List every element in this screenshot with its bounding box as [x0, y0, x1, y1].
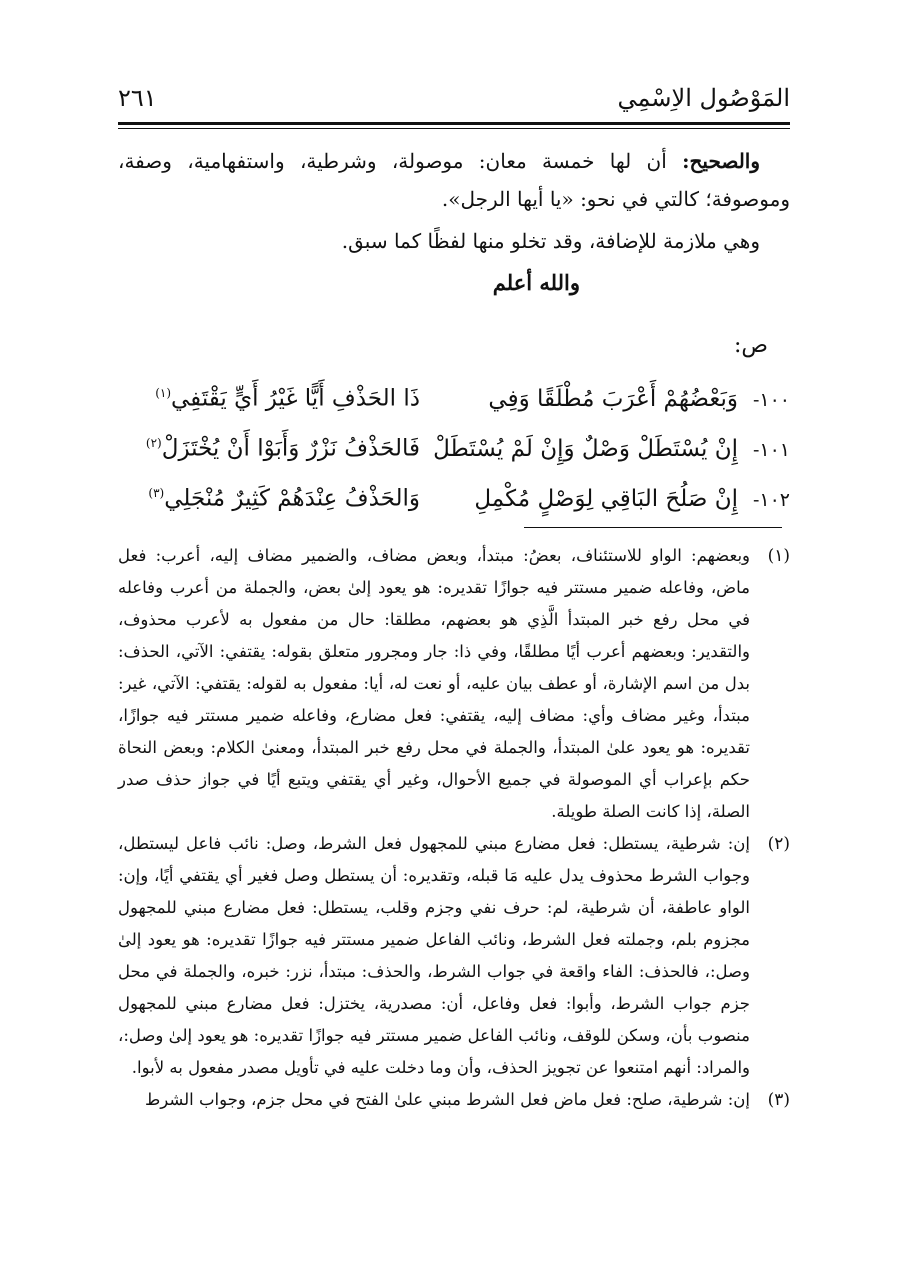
- footnote: [118, 1084, 790, 1116]
- footnote: [118, 828, 790, 1084]
- footnote-ref: (١): [155, 386, 172, 400]
- page-header: [118, 82, 790, 122]
- footnote-number: (١): [767, 546, 790, 566]
- footnote-separator: [524, 527, 782, 528]
- footnote-number: (٢): [767, 834, 790, 854]
- verse-line: [118, 418, 790, 468]
- running-title: المَوْصُول الاِسْمِي: [617, 84, 790, 112]
- verse-second-text: ذَا الحَذْفِ أَيًّا غَيْرُ أَيٍّ يَقْتَفِي: [171, 385, 420, 412]
- paragraph-correct-view: [118, 142, 790, 218]
- verse-block: [118, 368, 790, 518]
- header-rule-thick: [118, 122, 790, 125]
- verse-second-hemistich: [118, 418, 438, 474]
- page-number: ٢٦١: [118, 84, 157, 112]
- footnote-ref: (٢): [145, 436, 162, 450]
- footnote-ref: (٣): [148, 486, 165, 500]
- verse-first-hemistich: إِنْ صَلُحَ البَاقِي لِوَصْلٍ مُكْمِلِ: [474, 485, 738, 512]
- main-text: [118, 142, 790, 518]
- footnote-text: إن: شرطية، صلح: فعل ماض فعل الشرط مبني علىٰ الفتح في محل جزم، وجواب الشرط: [145, 1090, 750, 1109]
- verse-number: ١٠١-: [752, 438, 790, 461]
- footnote: [118, 540, 790, 828]
- sad-label: ص:: [733, 333, 768, 358]
- footnote-text: إن: شرطية، يستطل: فعل مضارع مبني للمجهول فعل الشرط، وصل: نائب فاعل ليستطل، وجواب الشرط محذوف يدل عليه مَا قبله، وتقديره: أن يستطل وصل فغير أي يقتفي أيًا، وإن: الواو عاطفة، أن شرطية، لم: حرف نفي وجزم وقلب، يستطل: فعل مضارع مبني للمجهول مجزوم بلم، وجملته فعل الشرط، ونائب الفاعل ضمير مستتر فيه جوازًا تقديره: هو يعود إلىٰ وصل:، فالحذف: الفاء واقعة في جواب الشرط، والحذف: مبتدأ، نزر: خبره، والجملة في محل جزم جواب الشرط، وأبوا: فعل وفاعل، أن: مصدرية، يختزل: فعل مضارع مبني للمجهول منصوب بأن، وسكن للوقف، ونائب الفاعل ضمير مستتر فيه جوازًا تقديره: هو يعود إلىٰ وصل:، والمراد: أنهم امتنعوا عن تجويز الحذف، وأن وما دخلت عليه في تأويل مصدر مفعول به لأبوا.: [118, 834, 750, 1077]
- verse-second-hemistich: [118, 368, 438, 424]
- paragraph-body: أن لها خمسة معان: موصولة، وشرطية، واستفهامية، وصفة، وموصوفة؛ كالتي في نحو: «يا أيها الرجل».: [118, 149, 790, 211]
- verse-number: ١٠٢-: [752, 488, 790, 511]
- verse-first-hemistich: إِنْ يُسْتَطَلْ وَصْلٌ وَإِنْ لَمْ يُسْتَطَلْ: [433, 435, 738, 462]
- footnotes: [118, 540, 790, 1116]
- verse-second-hemistich: [118, 468, 438, 524]
- verse-first-hemistich: وَبَعْضُهُمْ أَعْرَبَ مُطْلَقًا وَفِي: [488, 385, 738, 412]
- verse-number: ١٠٠-: [752, 388, 790, 411]
- closing-phrase: والله أعلم: [492, 270, 580, 295]
- verse-second-text: فَالحَذْفُ نَزْرٌ وَأَبَوْا أَنْ يُخْتَزَلْ: [161, 435, 420, 462]
- verse-line: [118, 468, 790, 518]
- verse-second-text: وَالحَذْفُ عِنْدَهُمْ كَثِيرٌ مُنْجَلِي: [164, 485, 420, 512]
- paragraph-idafa: وهي ملازمة للإضافة، وقد تخلو منها لفظًا كما سبق.: [341, 229, 760, 253]
- footnote-number: (٣): [767, 1090, 790, 1110]
- paragraph-lead-word: والصحيح:: [682, 149, 760, 173]
- header-rule-thin: [118, 128, 790, 129]
- verse-line: [118, 368, 790, 418]
- footnote-text: وبعضهم: الواو للاستئناف، بعضُ: مبتدأ، وبعض مضاف، والضمير مضاف إليه، أعرب: فعل ماض، وفاعله ضمير مستتر فيه جوازًا تقديره: هو يعود إلىٰ بعض، والجملة من أعرب وفاعله في محل رفع خبر المبتدأ الَّذِي هو بعضهم، مطلقا: حال من مفعول به لأعرب محذوف، والتقدير: وبعضهم أعرب أيًا مطلقًا، وفي ذا: جار ومجرور متعلق بقوله: يقتفي: الآتي، الحذف: بدل من اسم الإشارة، أو عطف بيان عليه، أو نعت له، أيا: مفعول به لقوله: يقتفي: الآتي، غير: مبتدأ، وغير مضاف وأي: مضاف إليه، يقتفي: فعل مضارع، وفاعله ضمير مستتر فيه جوازًا، تقديره: هو يعود علىٰ المبتدأ، والجملة في محل رفع خبر المبتدأ، ومعنىٰ الكلام: وبعض النحاة حكم بإعراب أي الموصولة في جميع الأحوال، وغير أي يقتفي ويتبع أيًا في جواز حذف صدر الصلة، إذا كانت الصلة طويلة.: [118, 546, 750, 821]
